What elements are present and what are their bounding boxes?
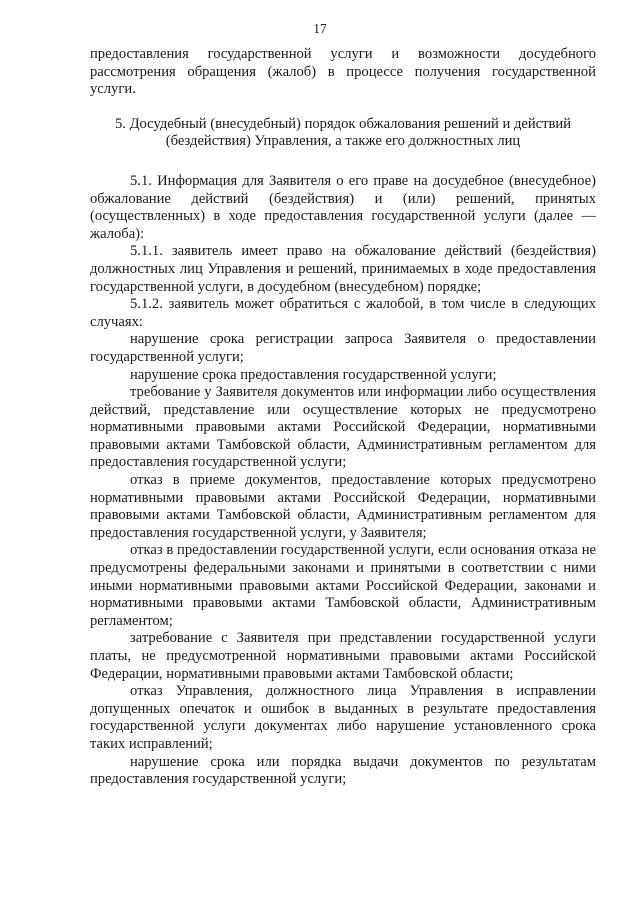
list-item: нарушение срока или порядка выдачи документов по результатам предоставления государственной услуги; <box>90 753 596 788</box>
list-item: отказ Управления, должностного лица Управления в исправлении допущенных опечаток и ошибок в выданных в результате предоставления государственной услуги документах либо нарушение установленного срока таких исправлений; <box>90 683 596 752</box>
list-item: требование у Заявителя документов или информации либо осуществления действий, представление или осуществление которых не предусмотрено нормативными правовыми актами Российской Федерации, нормативными правовыми актами Тамбовской области, Административным регламентом для предоставления государственной услуги; <box>90 384 596 471</box>
list-item: затребование с Заявителя при представлении государственной услуги платы, не предусмотренной нормативными правовыми актами Российской Федерации, нормативными правовыми актами Тамбовской области; <box>90 630 596 682</box>
paragraph-5-1: 5.1. Информация для Заявителя о его праве на досудебное (внесудебное) обжалование действий (бездействия) и (или) решений, принятых (осуществленных) в ходе предоставления государственной услуги (далее — жалоба): <box>90 172 596 242</box>
section-heading: 5. Досудебный (внесудебный) порядок обжалования решений и действий (бездействия) Управления, а также его должностных лиц <box>114 115 572 150</box>
document-body <box>90 46 596 789</box>
paragraph-5-1-1: 5.1.1. заявитель имеет право на обжалование действий (бездействия) должностных лиц Управления и решений, принимаемых в ходе предоставления государственной услуги, в досудебном (внесудебном) порядке; <box>90 243 596 295</box>
list-item: нарушение срока предоставления государственной услуги; <box>130 366 497 383</box>
intro-paragraph: предоставления государственной услуги и возможности досудебного рассмотрения обращения (жалоб) в процессе получения государственной услуги. <box>90 46 596 98</box>
paragraph-5-1-2: 5.1.2. заявитель может обратиться с жалобой, в том числе в следующих случаях: <box>90 296 596 330</box>
list-item: нарушение срока регистрации запроса Заявителя о предоставлении государственной услуги; <box>90 331 596 365</box>
list-item: отказ в предоставлении государственной услуги, если основания отказа не предусмотрены федеральными законами и принятыми в соответствии с ними иными нормативными правовыми актами Российской Федерации, законами и нормативными правовыми актами Тамбовской области, Административным регламентом; <box>90 542 596 629</box>
list-item: отказ в приеме документов, предоставление которых предусмотрено нормативными правовыми актами Российской Федерации, нормативными правовыми актами Тамбовской области, Административным регламентом для предоставления государственной услуги, у Заявителя; <box>90 472 596 541</box>
page-number: 17 <box>313 21 327 36</box>
